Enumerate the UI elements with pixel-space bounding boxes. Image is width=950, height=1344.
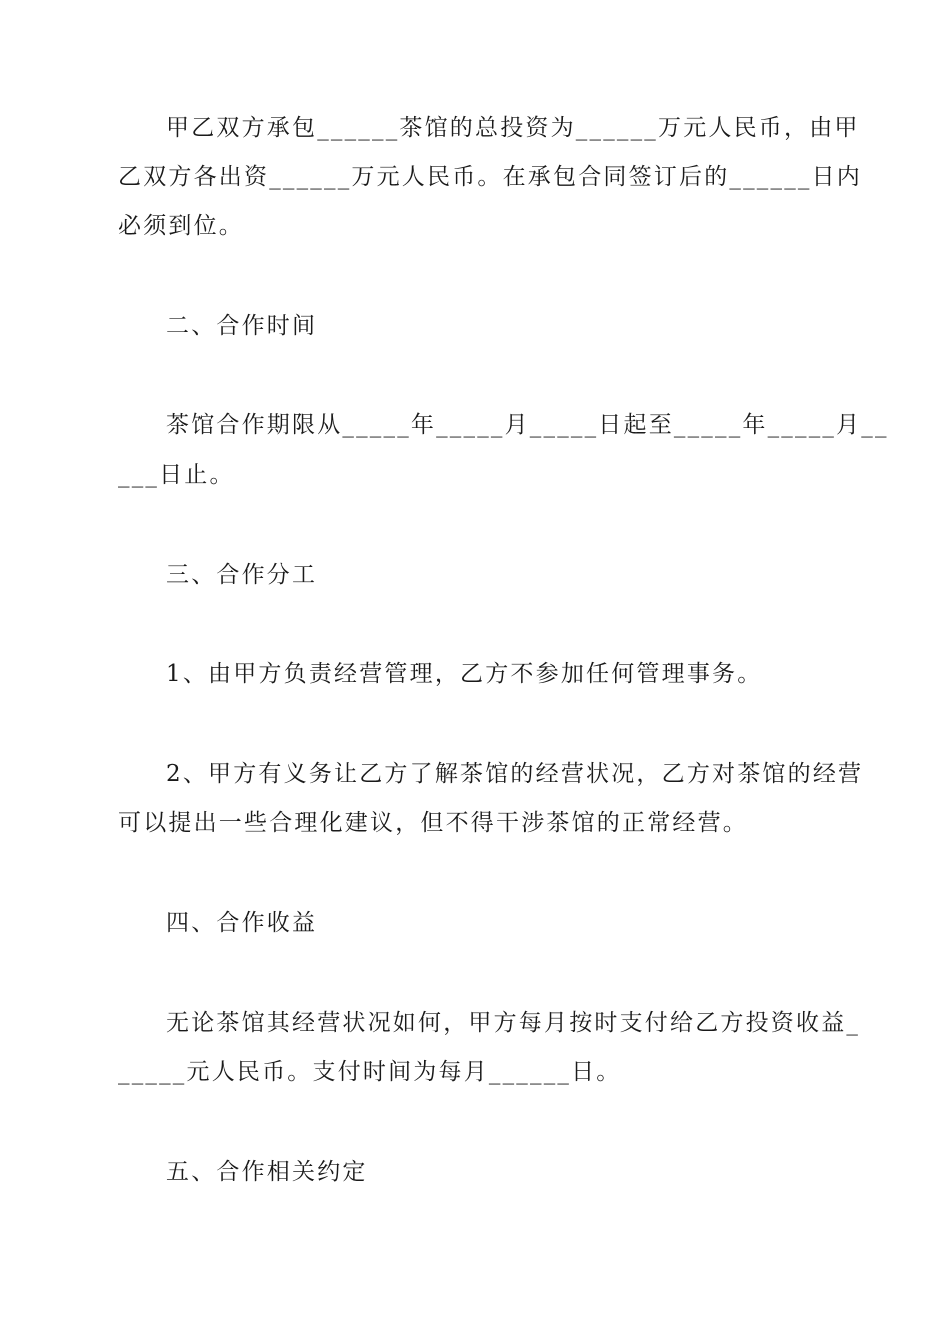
section-heading-related-agreements: 五、合作相关约定 (166, 1159, 368, 1185)
paragraph-investment-line-3: 必须到位。 (118, 213, 244, 239)
paragraph-income-line-2: _____元人民币。支付时间为每月______日。 (118, 1059, 622, 1085)
paragraph-investment-line-1: 甲乙双方承包______茶馆的总投资为______万元人民币，由甲 (166, 115, 860, 141)
section-heading-division-of-work: 三、合作分工 (166, 562, 318, 588)
paragraph-term-line-2: ___日止。 (118, 462, 235, 488)
paragraph-income-line-1: 无论茶馆其经营状况如何，甲方每月按时支付给乙方投资收益_ (166, 1010, 861, 1036)
list-item-1: 1、由甲方负责经营管理，乙方不参加任何管理事务。 (166, 661, 763, 687)
section-heading-cooperation-income: 四、合作收益 (166, 910, 318, 936)
list-item-2-line-2: 可以提出一些合理化建议，但不得干涉茶馆的正常经营。 (118, 810, 748, 836)
paragraph-investment-line-2: 乙双方各出资______万元人民币。在承包合同签订后的______日内 (118, 164, 862, 190)
section-heading-cooperation-time: 二、合作时间 (166, 313, 318, 339)
list-item-2-line-1: 2、甲方有义务让乙方了解茶馆的经营状况，乙方对茶馆的经营 (166, 761, 864, 787)
paragraph-term-line-1: 茶馆合作期限从_____年_____月_____日起至_____年_____月__ (166, 412, 889, 438)
